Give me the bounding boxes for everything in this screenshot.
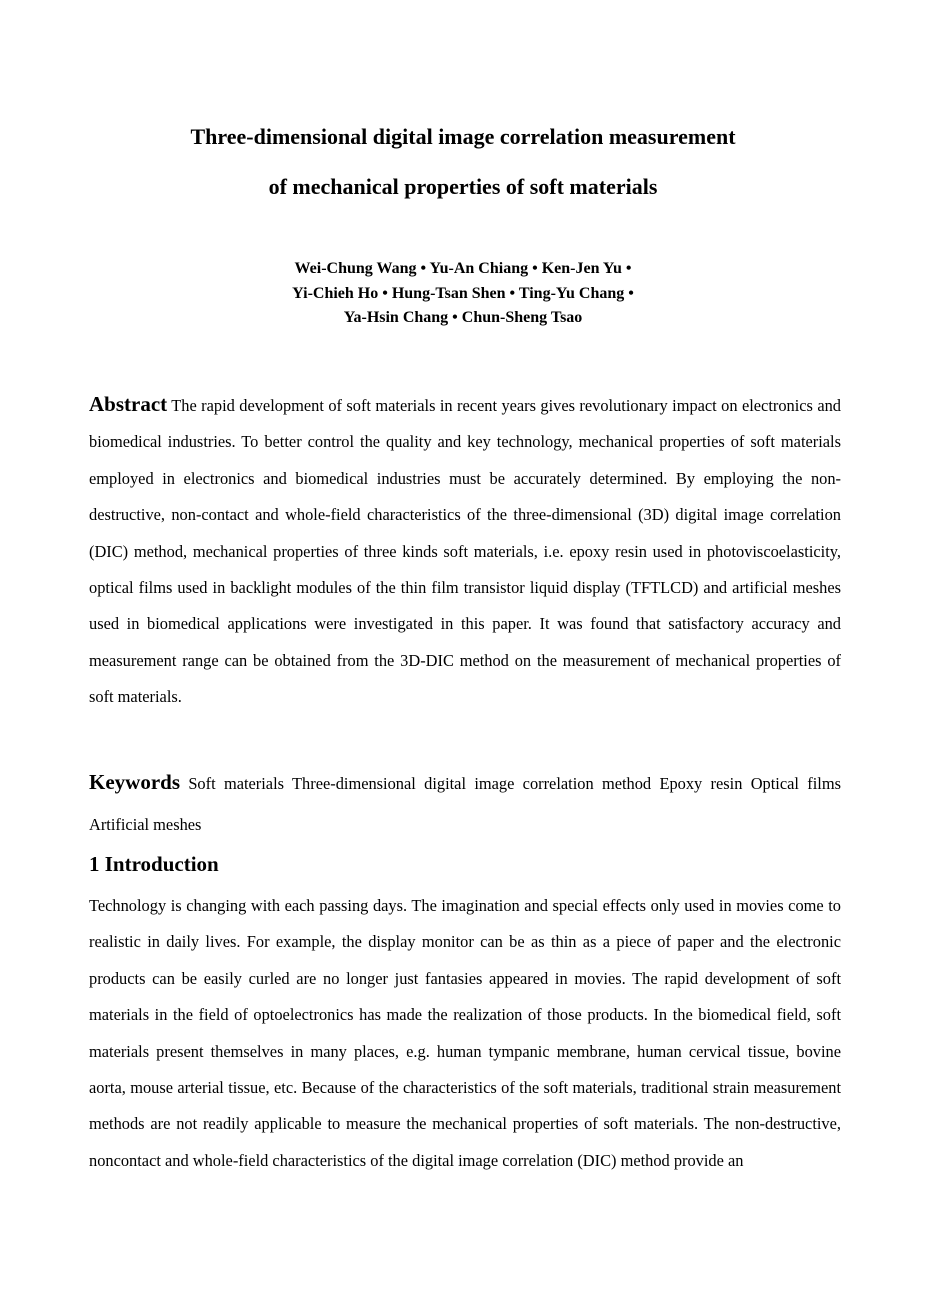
keyword-item: Three-dimensional digital image correlation method — [292, 774, 652, 793]
paper-title-line-2: of mechanical properties of soft materials — [268, 174, 658, 199]
keywords-section — [89, 762, 841, 845]
keyword-item: Epoxy resin — [659, 774, 743, 793]
author-list — [0, 257, 926, 331]
abstract-paragraph — [89, 386, 841, 716]
authors-line-2: Yi-Chieh Ho • Hung-Tsan Shen • Ting-Yu Chang • — [292, 284, 634, 302]
introduction-paragraph: Technology is changing with each passing days. The imagination and special effects only used in movies come to realistic in daily lives. For example, the display monitor can be as thin as a piece of paper and the electronic products can be easily curled are no longer just fantasies appeared in movies. The rapid development of soft materials in the field of optoelectronics has made the realization of those products. In the biomedical field, soft materials present themselves in many places, e.g. human tympanic membrane, human cervical tissue, bovine aorta, mouse arterial tissue, etc. Because of the characteristics of the soft materials, traditional strain measurement methods are not readily applicable to measure the mechanical properties of soft materials. The non-destructive, noncontact and whole-field characteristics of the digital image correlation (DIC) method provide an — [89, 896, 841, 1170]
abstract-text: The rapid development of soft materials in recent years gives revolutionary impact on electronics and biomedical industries. To better control the quality and key technology, mechanical properties of soft materials employed in electronics and biomedical industries must be accurately determined. By employing the non-destructive, non-contact and whole-field characteristics of the three-dimensional (3D) digital image correlation (DIC) method, mechanical properties of three kinds soft materials, i.e. epoxy resin used in photoviscoelasticity, optical films used in backlight modules of the thin film transistor liquid display (TFTLCD) and artificial meshes used in biomedical applications were investigated in this paper. It was found that satisfactory accuracy and measurement range can be obtained from the 3D-DIC method on the measurement of mechanical properties of soft materials. — [89, 396, 842, 707]
keyword-item: Optical films — [750, 774, 841, 793]
abstract-section — [89, 386, 841, 716]
introduction-section — [89, 888, 841, 1179]
introduction-heading: 1 Introduction — [89, 852, 219, 876]
authors-line-1: Wei-Chung Wang • Yu-An Chiang • Ken-Jen Yu • — [294, 260, 632, 277]
keyword-item: Artificial meshes — [89, 815, 202, 834]
keywords-paragraph — [89, 762, 841, 845]
abstract-label: Abstract — [89, 392, 168, 416]
keyword-item: Soft materials — [188, 774, 285, 793]
authors-line-3: Ya-Hsin Chang • Chun-Sheng Tsao — [343, 309, 583, 326]
keywords-label: Keywords — [89, 770, 180, 794]
paper-title-line-1: Three-dimensional digital image correlation measurement — [190, 124, 736, 149]
